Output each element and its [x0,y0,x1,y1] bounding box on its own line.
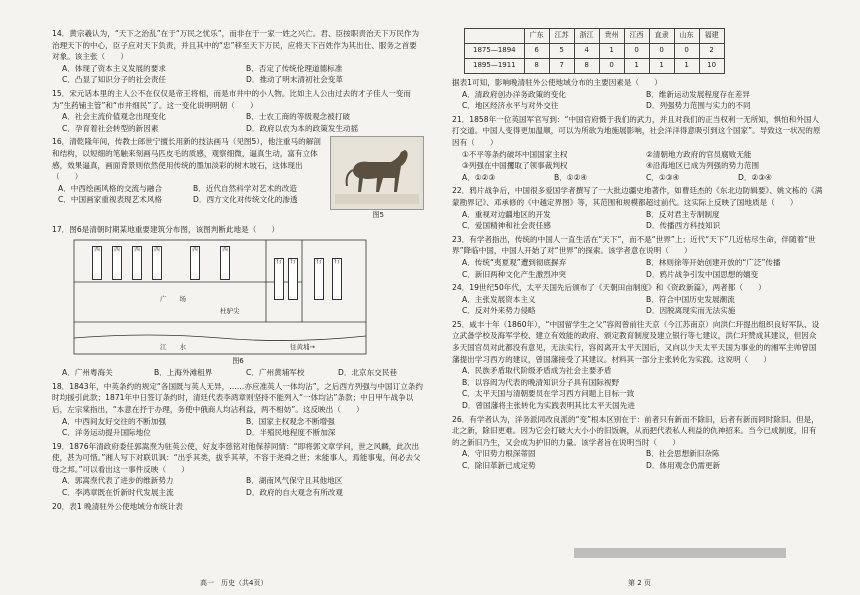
question-20-text: 据表1可知，影响晚清驻外公使地域分布的主要因素是（ ） [452,78,662,87]
question-20-intro: 20．表1 晚清驻外公使地域分布统计表 [52,501,183,511]
statement-item: ④沿海地区已成为列强的势力范围 [646,161,760,171]
option-c: C．凸显了知识分子的社会责任 [62,75,167,85]
option-b: B．以容闳为代表的晚清知识分子具有国际视野 [462,377,620,387]
table-cell: 0 [649,44,674,59]
map-building: 西 [112,246,122,280]
table-cell: 2 [699,44,724,59]
map-direction-label: 往黄埔→ [290,342,315,351]
statement-item: ②清朝地方政府的官员腐败无能 [646,149,752,159]
table-cell: 1 [599,44,624,59]
horse-painting-image [330,136,424,210]
map-building: 西 [92,246,102,280]
option-a: A．传统“夷夏观”遭到彻底摒弃 [462,257,567,267]
question-17-options [52,367,424,379]
option-a: A．中西绘画风格的交流与融合 [58,183,162,193]
table-cell: 1 [624,59,649,74]
question-14-text: 14．黄宗羲认为，“天下之治乱”在于“万民之忧乐”，而非在于一家一姓之兴亡。君、臣按职责治天下万民作为治理天下的中心，臣子应对天下负责，并且其中的“忠”移至天下万民，应将天下百姓作为其出仕、服务之首要对象。该主张（ ） [52,29,420,62]
map-building: 西 [132,246,142,280]
option-a: A．①②③ [462,172,496,182]
question-23-text: 23．有学者指出，传统的中国人一直生活在“天下”，而不是“世界”上；近代“天下”几近枯尽生命，伴随着“世界”降临中国，中国人开始了对“世界”的探索。该学者意在说明（ ） [452,234,816,256]
table-header-cell: 江苏 [549,29,574,44]
map-building: 行 [314,258,324,300]
question-22-options [452,209,824,232]
question-16-options [52,183,322,206]
question-14 [52,28,424,86]
table-header-cell: 山东 [674,29,699,44]
option-d: D．政府的自大观念有所改观 [246,488,343,498]
map-building: 西 [220,246,230,280]
option-d: D．曾国藩将主张转化为实践表明其比太平天国先进 [462,401,635,411]
question-21-items [452,149,824,172]
figure-5-caption: 图5 [372,211,384,220]
option-a: A．体现了资本主义发展的要求 [62,63,166,73]
option-c: C．反对外来势力侵略 [462,306,536,316]
option-a: A．主张发展资本主义 [462,294,536,304]
table-cell: 0 [674,44,699,59]
table-header-row [465,29,725,44]
table-header-cell [465,29,525,44]
question-22-text: 22．鸦片战争后，中国很多爱国学者撰写了一大批边疆史地著作，如曹廷杰的《东北边防辑要》、姚文栋的《满蒙勘界记》、邓承修的《中越定界图》等，其范围和规模都超过前代。这实际上反映了国地质是（ ） [452,186,823,207]
table-cell: 7 [549,59,574,74]
table-cell: 10 [699,59,724,74]
option-a: A．广州粤海关 [62,368,113,378]
question-23-options [452,257,824,280]
option-c: C．孕育着社会转型的新因素 [62,123,159,133]
option-a: A．清政府创办洋务政策的变化 [462,89,566,99]
option-d: D．半殖民地程度不断加深 [246,428,336,438]
figure-6-caption: 图6 [232,356,244,365]
question-16-text: 16．清乾隆年间，传教士郎世宁擅长用新的技法画马（见图5），他注重马的解剖和结构，以短细的笔触来刻画马匹皮毛的质感，观察细微，逼真生动，富有立体感，效果逼真，画面背景则依然使用传统的墨加淡彩的树木坡石，这体现出（ ） [52,137,321,182]
question-20 [452,77,824,112]
option-a: A．郭嵩焘代表了进步的维新势力 [62,476,174,486]
option-c: C．①③④ [646,172,680,182]
table-header-cell: 浙江 [574,29,599,44]
option-b: B．符合中国历史发展潮流 [646,294,735,304]
table-header-cell: 直隶 [649,29,674,44]
option-b: B．上海外滩租界 [154,368,213,378]
option-b: B．士农工商的等级观念被打破 [246,112,350,122]
table-header-cell: 贵州 [599,29,624,44]
option-a: A．社会主流价值观念出现变化 [62,112,166,122]
map-plaza-label: 广 场 [160,294,186,303]
table-row [465,44,725,59]
question-25-text: 25．咸丰十年（1860年），“中国留学生之父”容闳曾前往天京（今江苏南京）向洪仁玕提出组织良好军队、设立武备学校及海军学校、建立有效能的政府、颁定教育制度及建立银行等七建议，洪仁玕赞成其建议，但因众多天国官员对此都没有意见，无法实行，容闳离开太平天国后，又向以少天太平天国为事业的的湘军主帅曾国藩提出学习西方的建议，曾国藩接受了其建议。材料其一部分主张转化为实践。这说明（ ） [452,319,820,364]
option-d: D．体用观念仍需更新 [646,461,721,470]
option-b: B．林则徐等开始创建开放的“广泛”传播 [646,257,781,267]
question-14-options [52,63,424,86]
option-c: C．李鸿章既在忻新时代发展主流 [62,488,174,498]
table-cell: 0 [624,44,649,59]
map-road-label: 杜驴尖 [220,306,240,315]
question-17-text: 17．图6是清朝时期某地重要建筑分布图，该图判断此地是（ ） [52,224,280,234]
question-26 [452,414,824,472]
question-19 [52,441,424,499]
map-building: 行 [288,258,298,300]
map-river-label: 江 水 [160,342,186,351]
question-21 [452,114,824,184]
question-15-text: 15．宋元话本里的主人公不在仅仅是帝王将相，而是市井中的小人物。比如主人公由过去的才子佳人一变而为“生药铺主管”和“市井细民”了。这一变化说明明朝（ ） [52,88,411,110]
table-cell: 8 [524,59,549,74]
table-cell: 4 [574,44,599,59]
question-16 [52,136,424,222]
statement-item: ①不平等条约破坏中国国家主权 [462,149,568,159]
question-22 [452,185,824,231]
table-cell: 1 [674,59,699,74]
option-b: B．近代自然科学对艺术的改造 [193,183,297,193]
map-building: 行 [274,258,284,300]
question-21-text: 21．1858年一位英国军官写到：“中国官府慑于我们的武力，并且对我们的正当权利一无所知，惧怕和外国人打交道。中国人变得更加温顺，可以为所欲为地施展影响，社会洋洋得意吸引到这个国家”。导致这一状况的原因有（ ） [452,114,821,147]
question-24-options [452,294,824,317]
table-cell: 6 [524,44,549,59]
option-a: A．中西间友好交往的不断加强 [62,416,166,426]
option-c: C．爱国精神和社会责任感 [462,221,551,231]
table-cell: 1875—1894 [465,44,525,59]
question-19-options [52,475,424,498]
table-cell: 8 [574,59,599,74]
question-23 [452,234,824,280]
question-17 [52,224,424,379]
table-1 [464,28,725,74]
option-b: B．湖南风气保守且其他地区 [246,476,343,486]
figure-6-map [70,238,370,356]
option-c: C．中国画家重视表现艺术风格 [58,195,163,205]
option-a: A．重视对边疆地区的开发 [462,209,551,219]
page-footer-left: 高一 历史（共4页） [200,579,268,587]
map-building: 行 [332,258,342,300]
option-c: C．新旧两种文化产生激烈冲突 [462,269,567,279]
option-c: C．除旧革新已成定势 [462,461,536,470]
question-24 [452,282,824,317]
question-15 [52,88,424,134]
option-d: D．因脱离现实而无法实施 [646,306,736,316]
option-c: C．太平天国与清朝要员在学习西方问题上目标一致 [462,389,635,399]
left-page [52,28,424,514]
question-18-options [52,416,424,439]
question-20-options [452,89,824,112]
map-building: 西 [152,246,162,280]
question-19-text: 19．1876年清政府委任郭嵩焘为驻英公使，好友李慈铭对他保荐同情：“即将郭文章学问，世之风麟，此次出使，甚为可惜。”湘人写下对联讥讽：“出乎其类，拔乎其萃，不容于尧舜之世；未能事人，焉能事鬼，何必去父母之邦。”可以看出这一事件反映（ ） [52,441,421,474]
statement-item: ③列强在中国攫取了领事裁判权 [462,161,568,171]
option-d: D．政府以农为本的政策发生动摇 [246,123,359,133]
table-cell: 1 [649,59,674,74]
table-cell: 1895—1911 [465,59,525,74]
table-header-cell: 广东 [524,29,549,44]
horse-icon [335,142,419,204]
option-b: B．维新运动发展程度存在差异 [646,89,750,99]
option-d: D．鸦片战争引发中国思想的嬗变 [646,269,759,279]
question-25 [452,319,824,412]
option-d: D．②③④ [738,172,772,182]
redacted-bar [574,548,786,558]
page-footer-right: 第 2 页 [628,579,651,587]
option-b: B．反对君主专制制度 [646,209,720,219]
question-15-options [52,111,424,134]
question-26-options [452,448,824,471]
question-18-text: 18．1843年，中英条约的规定“各国既与英人无异，……亦应准英人一体均沾”，之后西方列强与中国订立条约时均援引此款；1871年中日签订条约时，清廷代表李鸿章则坚持不能列入“一体均沾”条款；中日甲午战争以后，左宗棠指出，“本意在抒于办理，务使中俄商人均沾利益，两不相妨”。这反映出（ ） [52,381,423,414]
option-d: D．列强势力范围与实力的不同 [646,101,751,111]
question-18 [52,381,424,439]
question-26-text: 26．有学者认为，洋务派同改良派的“变”根本区别在于：前者只有新而不除旧，后者有新而同时除旧。但是，北之新，除旧更难。因为它会打破大大小小的旧饭碗，从而把代表私人利益的仇神招来。当今已成制度，旧有的之新旧乃生，又会成为护旧的力量。该学者旨在说明当时（ ） [452,414,819,447]
option-c: C．广州黄埔军校 [246,368,305,378]
option-a: A．民族矛盾取代阶级矛盾成为社会主要矛盾 [462,366,612,376]
table-header-cell: 福建 [699,29,724,44]
option-b: B．①②④ [554,172,588,182]
question-21-options [452,172,824,184]
option-b: B．否定了传统伦理道德标准 [246,63,343,73]
option-d: D．推动了明末清初社会变革 [246,75,343,85]
option-b: B．国家主权观念不断增强 [246,416,335,426]
table-header-cell: 江西 [624,29,649,44]
right-page [452,28,824,474]
option-a: A．守旧势力根深蒂固 [462,449,536,459]
question-25-options [452,365,824,411]
map-building: 西 [190,246,200,280]
table-row [465,59,725,74]
question-24-text: 24．19世纪50年代，太平天国先后颁布了《天朝田亩制度》和《资政新篇》，两者都（ ） [452,283,766,293]
table-cell: 0 [599,59,624,74]
option-d: D．西方文化对传统文化的渗透 [193,195,298,205]
option-d: D．传播西方科技知识 [646,221,721,231]
option-d: D．北京东交民巷 [338,368,398,378]
table-cell: 5 [549,44,574,59]
option-b: B．社会思想新旧杂陈 [646,449,720,459]
option-c: C．洋务运动提升国际地位 [62,428,151,438]
option-c: C．地区经济水平与对外交往 [462,101,559,111]
